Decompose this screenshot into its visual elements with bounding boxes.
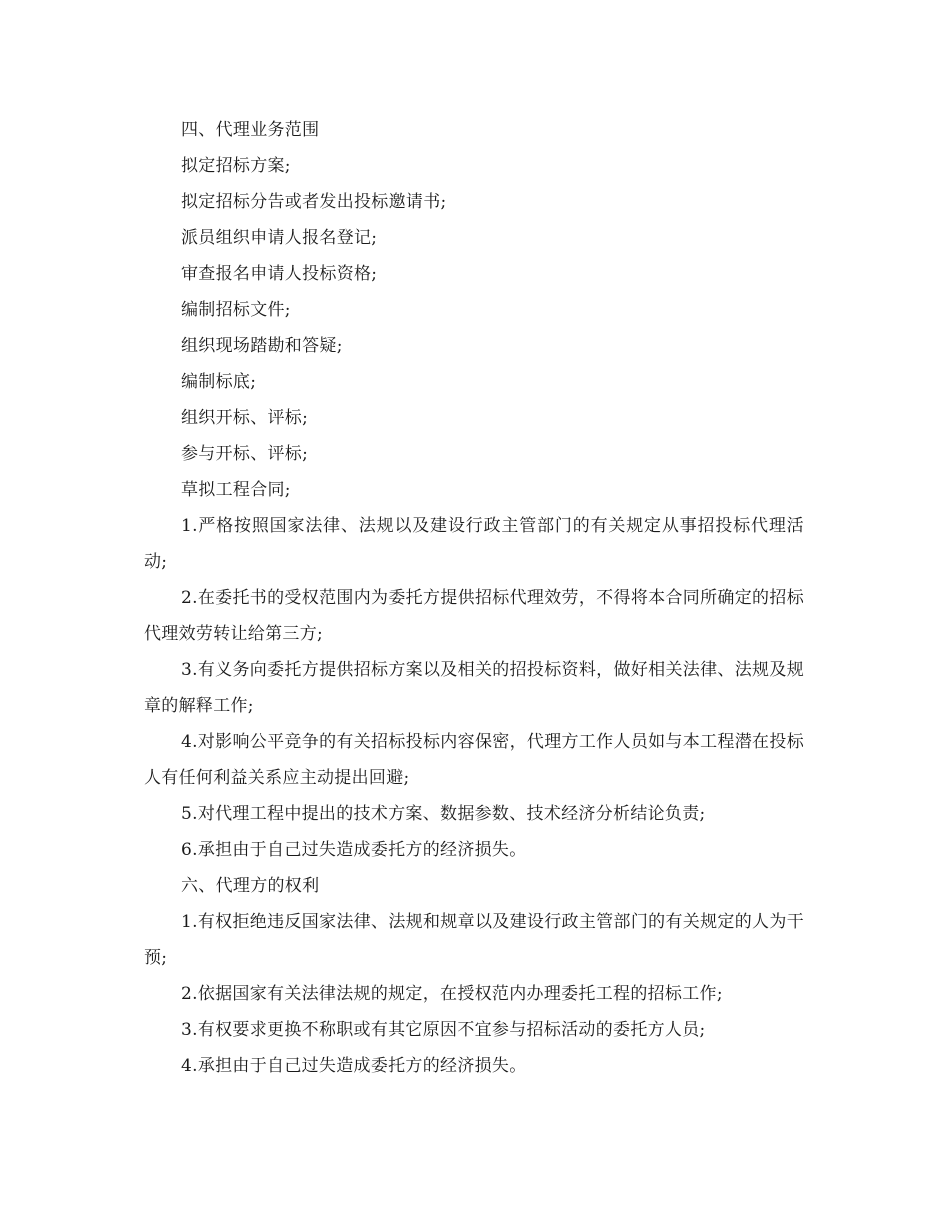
- obligation-paragraph: 6.承担由于自己过失造成委托方的经济损失。: [181, 840, 527, 860]
- obligation-paragraph: 5.对代理工程中提出的技术方案、数据参数、技术经济分析结论负责;: [181, 804, 706, 824]
- obligation-paragraph: 1.严格按照国家法律、法规以及建设行政主管部门的有关规定从事招投标代理活动;: [144, 516, 804, 572]
- obligation-paragraph: 3.有义务向委托方提供招标方案以及相关的招投标资料，做好相关法律、法规及规章的解释工作;: [144, 660, 804, 716]
- scope-item: 拟定招标分告或者发出投标邀请书;: [181, 192, 447, 212]
- obligation-paragraph: 2.在委托书的受权范围内为委托方提供招标代理效劳，不得将本合同所确定的招标代理效劳转让给第三方;: [144, 588, 804, 644]
- scope-item: 组织开标、评标;: [181, 408, 309, 428]
- document-body: [144, 112, 804, 1084]
- scope-item: 编制招标文件;: [181, 300, 291, 320]
- scope-item: 拟定招标方案;: [181, 156, 291, 176]
- section-heading-rights: 六、代理方的权利: [181, 876, 320, 896]
- scope-item: 派员组织申请人报名登记;: [181, 228, 378, 248]
- scope-item: 参与开标、评标;: [181, 444, 309, 464]
- rights-paragraph: 2.依据国家有关法律法规的规定，在授权范内办理委托工程的招标工作;: [181, 984, 723, 1004]
- scope-item: 编制标底;: [181, 372, 257, 392]
- rights-paragraph: 3.有权要求更换不称职或有其它原因不宜参与招标活动的委托方人员;: [181, 1020, 706, 1040]
- rights-paragraph: 4.承担由于自己过失造成委托方的经济损失。: [181, 1056, 527, 1076]
- scope-item: 组织现场踏勘和答疑;: [181, 336, 343, 356]
- section-heading-scope: 四、代理业务范围: [181, 120, 320, 140]
- obligation-paragraph: 4.对影响公平竞争的有关招标投标内容保密，代理方工作人员如与本工程潜在投标人有任何利益关系应主动提出回避;: [144, 732, 804, 788]
- scope-item: 草拟工程合同;: [181, 480, 291, 500]
- scope-item: 审查报名申请人投标资格;: [181, 264, 378, 284]
- rights-paragraph: 1.有权拒绝违反国家法律、法规和规章以及建设行政主管部门的有关规定的人为干预;: [144, 912, 804, 968]
